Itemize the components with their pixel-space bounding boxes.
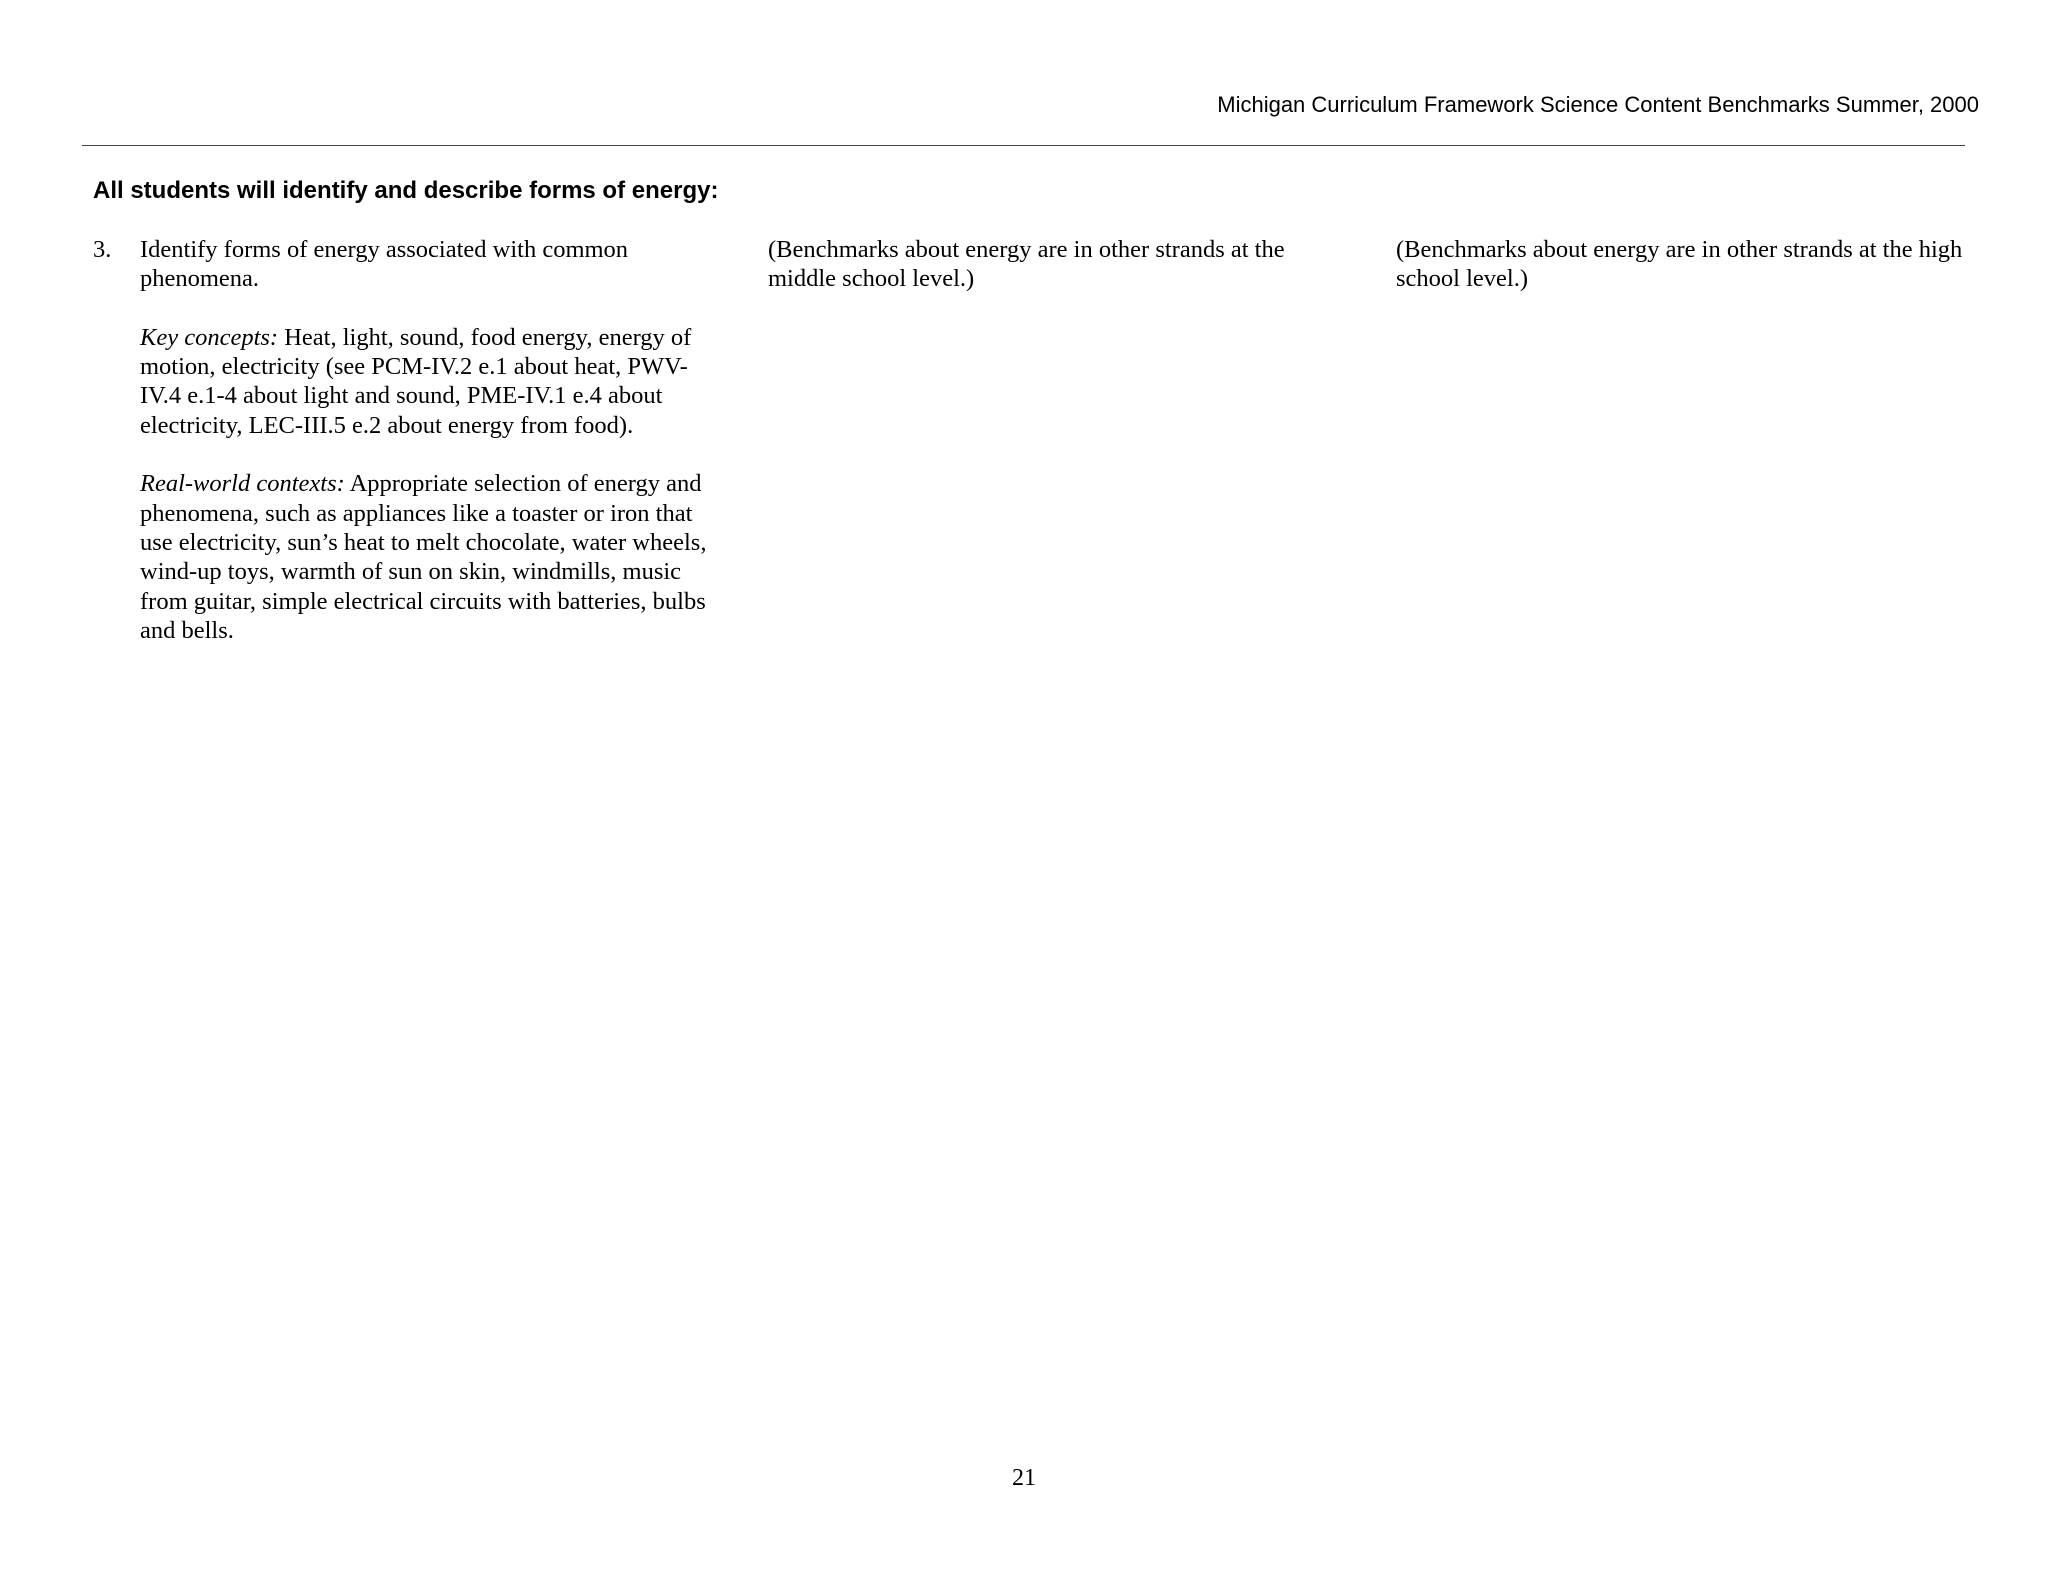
section-heading: All students will identify and describe forms of energy: xyxy=(93,177,719,204)
header-divider xyxy=(82,145,1965,146)
page-number: 21 xyxy=(1012,1465,1036,1491)
document-header-title: Michigan Curriculum Framework Science Content Benchmarks Summer, 2000 xyxy=(1217,92,1979,117)
real-world-contexts-label: Real-world contexts: xyxy=(140,470,345,498)
benchmark-body xyxy=(140,235,720,645)
real-world-contexts-paragraph xyxy=(140,469,720,645)
middle-school-note: (Benchmarks about energy are in other strands at the middle school level.) xyxy=(768,236,1285,293)
elementary-column xyxy=(93,235,723,645)
benchmark-statement: Identify forms of energy associated with common phenomena. xyxy=(140,236,629,293)
key-concepts-label: Key concepts: xyxy=(140,323,279,351)
high-school-column xyxy=(1396,235,1976,294)
key-concepts-paragraph xyxy=(140,323,720,440)
key-concepts-text: Heat, light, sound, food energy, energy of motion, electricity (see PCM-IV.2 e.1 about heat, PWV-IV.4 e.1-4 about light and sound, PME-IV.1 e.4 about electricity, LEC-III.5 e.2 about energy from food). xyxy=(140,323,692,439)
middle-school-column xyxy=(768,235,1348,294)
real-world-contexts-text: Appropriate selection of energy and phenomena, such as appliances like a toaster or iron that use electricity, sun’s heat to melt chocolate, water wheels, wind-up toys, warmth of sun on skin, windmills, music from guitar, simple electrical circuits with batteries, bulbs and bells. xyxy=(140,470,707,644)
benchmark-number: 3. xyxy=(93,236,112,263)
high-school-note: (Benchmarks about energy are in other strands at the high school level.) xyxy=(1396,236,1963,293)
